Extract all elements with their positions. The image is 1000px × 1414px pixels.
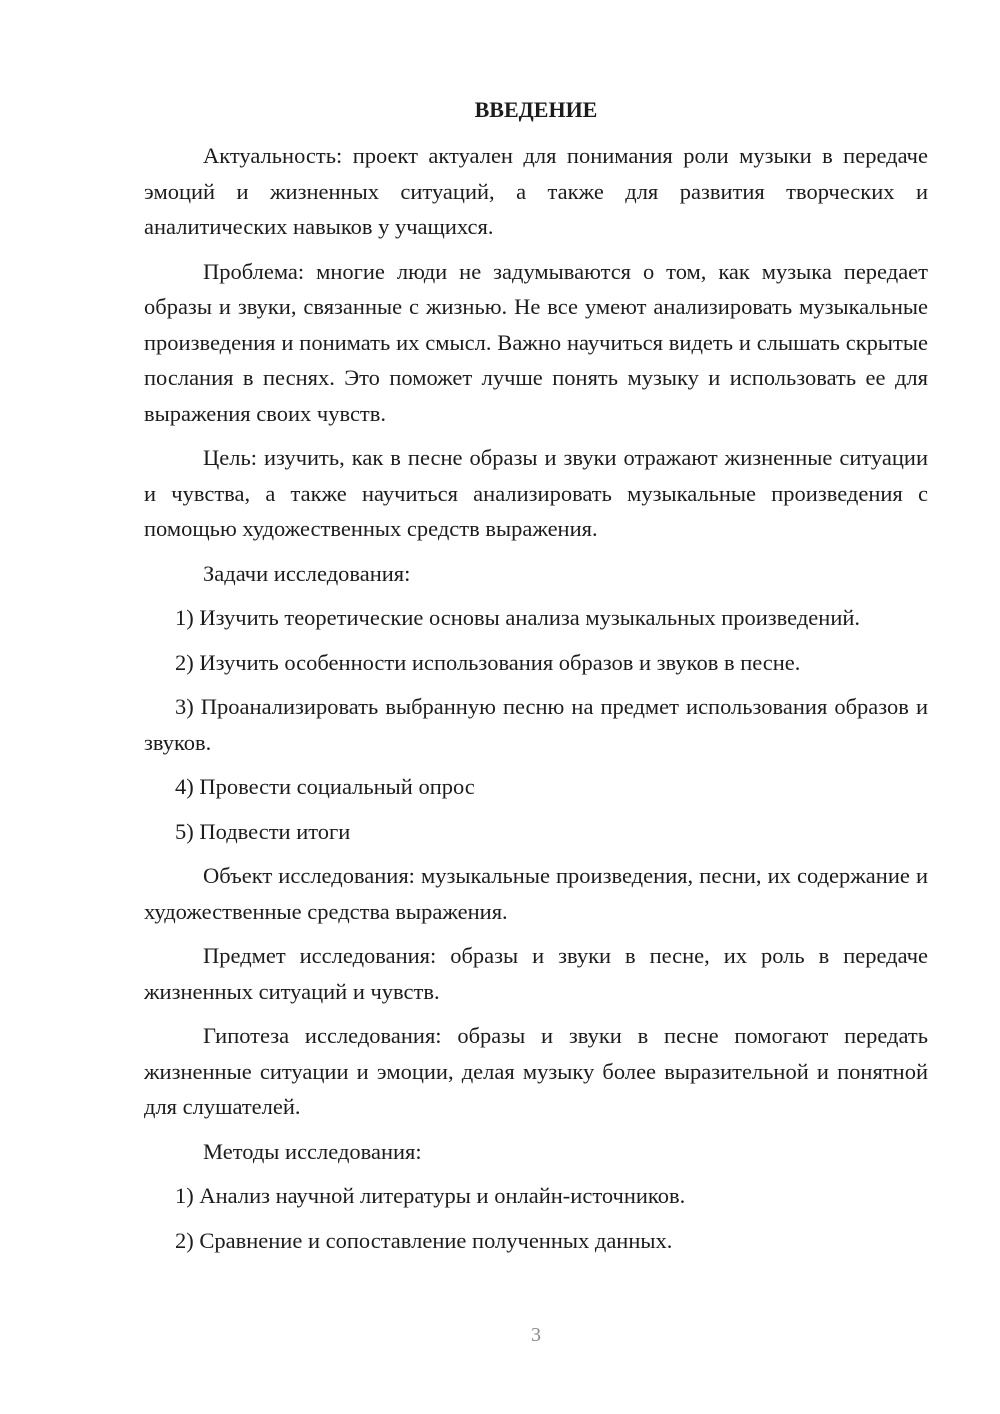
- task-item: 2) Изучить особенности использования образов и звуков в песне.: [175, 649, 801, 675]
- task-item: 5) Подвести итоги: [175, 818, 351, 844]
- page-number: 3: [531, 1324, 541, 1346]
- task-item: 3) Проанализировать выбранную песню на предмет использования образов и звуков.: [144, 694, 928, 755]
- page-content: [144, 92, 928, 1267]
- problem-paragraph: Проблема: многие люди не задумываются о том, как музыка передает образы и звуки, связанные с жизнью. Не все умеют анализировать музыкальные произведения и понимать их смысл. Важно научиться видеть и слышать скрытые послания в песнях. Это поможет лучше понять музыку и использовать ее для выражения своих чувств.: [144, 258, 928, 426]
- method-item: 2) Сравнение и сопоставление полученных данных.: [175, 1227, 673, 1253]
- goal-paragraph: Цель: изучить, как в песне образы и звуки отражают жизненные ситуации и чувства, а также научиться анализировать музыкальные произведения с помощью художественных средств выражения.: [144, 445, 928, 541]
- subject-paragraph: Предмет исследования: образы и звуки в песне, их роль в передаче жизненных ситуаций и чувств.: [144, 943, 928, 1004]
- relevance-paragraph: Актуальность: проект актуален для понимания роли музыки в передаче эмоций и жизненных ситуаций, а также для развития творческих и аналитических навыков у учащихся.: [144, 143, 928, 239]
- method-item: 1) Анализ научной литературы и онлайн-источников.: [175, 1183, 686, 1208]
- tasks-heading: Задачи исследования:: [203, 560, 411, 586]
- object-paragraph: Объект исследования: музыкальные произведения, песни, их содержание и художественные средства выражения.: [144, 863, 928, 924]
- methods-heading: Методы исследования:: [203, 1138, 422, 1164]
- task-item: 4) Провести социальный опрос: [175, 774, 475, 799]
- section-title: ВВЕДЕНИЕ: [474, 97, 598, 122]
- hypothesis-paragraph: Гипотеза исследования: образы и звуки в песне помогают передать жизненные ситуации и эмоции, делая музыку более выразительной и понятной для слушателей.: [144, 1023, 928, 1119]
- task-item: 1) Изучить теоретические основы анализа музыкальных произведений.: [175, 605, 861, 630]
